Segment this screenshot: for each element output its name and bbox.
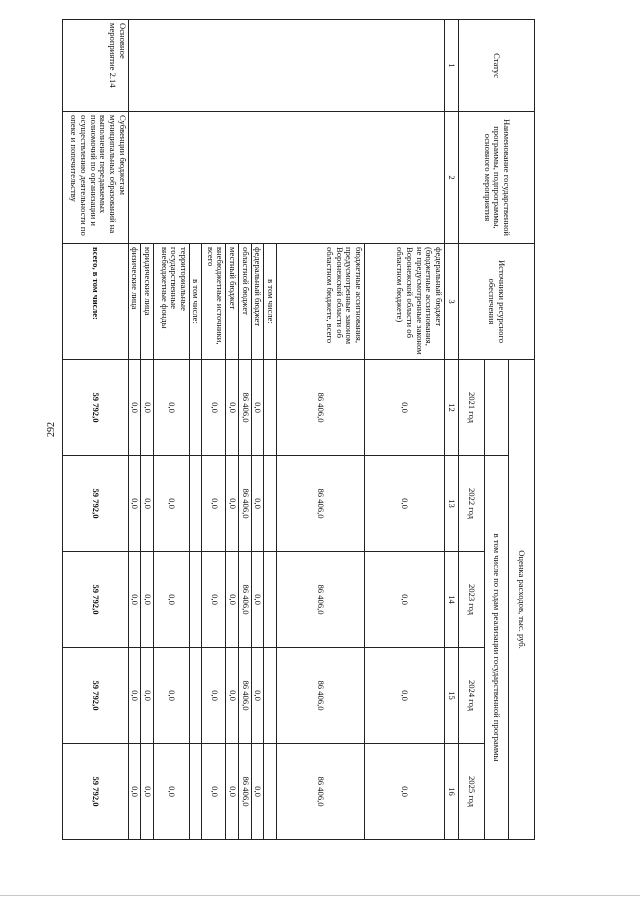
column-number: 3	[445, 244, 459, 360]
value-cell: 0,0	[202, 552, 226, 648]
value-cell: 86 406,0	[239, 648, 252, 744]
value-cell: 86 406,0	[239, 552, 252, 648]
value-cell	[189, 552, 202, 648]
column-number: 16	[445, 744, 459, 840]
value-cell: 0,0	[128, 648, 141, 744]
value-cell: 86 406,0	[239, 360, 252, 456]
value-cell: 0,0	[141, 552, 154, 648]
value-cell: 0,0	[202, 456, 226, 552]
value-cell	[189, 648, 202, 744]
value-cell: 0,0	[251, 648, 264, 744]
value-cell	[189, 744, 202, 840]
column-number: 14	[445, 552, 459, 648]
source-cell: федеральный бюджет	[251, 244, 264, 360]
value-cell: 0,0	[251, 360, 264, 456]
value-cell: 0,0	[365, 744, 445, 840]
value-cell: 0,0	[251, 456, 264, 552]
header-status: Статус	[459, 20, 535, 112]
value-cell: 0,0	[365, 360, 445, 456]
source-cell: физические лица	[128, 244, 141, 360]
value-cell: 0,0	[128, 456, 141, 552]
value-cell: 0,0	[365, 552, 445, 648]
value-cell: 86 406,0	[277, 456, 365, 552]
value-cell: 0,0	[141, 648, 154, 744]
source-cell: федеральный бюджет (бюджетные ассигнования, не предусмотренные законом Воронежской области об областном бюджете)	[365, 244, 445, 360]
source-cell: местный бюджет	[226, 244, 239, 360]
column-number: 2	[445, 112, 459, 244]
value-cell: 0,0	[202, 744, 226, 840]
value-cell: 86 406,0	[277, 744, 365, 840]
column-number: 12	[445, 360, 459, 456]
value-cell	[189, 360, 202, 456]
header-year: 2023 год	[459, 552, 485, 648]
value-cell: 86 406,0	[239, 744, 252, 840]
value-cell	[264, 744, 277, 840]
value-cell: 0,0	[226, 552, 239, 648]
value-cell: 0,0	[153, 744, 189, 840]
header-year: 2025 год	[459, 744, 485, 840]
source-cell: областной бюджет	[239, 244, 252, 360]
value-cell: 0,0	[226, 456, 239, 552]
header-source: Источники ресурсного обеспечения	[459, 244, 535, 360]
value-cell: 86 406,0	[239, 456, 252, 552]
value-cell: 0,0	[365, 648, 445, 744]
measure-value: 59 792,0	[62, 744, 128, 840]
measure-value: 59 792,0	[62, 552, 128, 648]
source-cell: юридические лица	[141, 244, 154, 360]
header-year: 2021 год	[459, 360, 485, 456]
measure-name: Субвенции бюджетам муниципальных образований на выполнение передаваемых полномочий по организации и осуществлению деятельности по опеке и попечительству	[62, 112, 128, 244]
source-cell: территориальные государственные внебюджетные фонды	[153, 244, 189, 360]
source-cell: бюджетные ассигнования, предусмотренные законом Воронежской области об областном бюджете, всего	[277, 244, 365, 360]
measure-status: Основное мероприятие 2.14	[62, 20, 128, 112]
value-cell: 0,0	[141, 456, 154, 552]
column-number: 15	[445, 648, 459, 744]
header-year: 2024 год	[459, 648, 485, 744]
value-cell: 0,0	[153, 648, 189, 744]
value-cell	[264, 648, 277, 744]
measure-value: 59 792,0	[62, 456, 128, 552]
column-number: 13	[445, 456, 459, 552]
value-cell: 0,0	[141, 360, 154, 456]
value-cell: 86 406,0	[277, 360, 365, 456]
value-cell: 0,0	[251, 552, 264, 648]
value-cell: 0,0	[251, 744, 264, 840]
source-cell: в том числе:	[264, 244, 277, 360]
value-cell: 0,0	[153, 552, 189, 648]
value-cell	[189, 456, 202, 552]
value-cell: 86 406,0	[277, 552, 365, 648]
value-cell: 0,0	[226, 648, 239, 744]
value-cell: 0,0	[128, 744, 141, 840]
header-by-years: в том числе по годам реализации государственной программы	[485, 456, 509, 840]
source-cell: внебюджетные источники, всего	[202, 244, 226, 360]
header-year: 2022 год	[459, 456, 485, 552]
value-cell: 0,0	[202, 648, 226, 744]
measure-value: 59 792,0	[62, 648, 128, 744]
budget-table	[62, 19, 535, 840]
value-cell: 0,0	[153, 456, 189, 552]
measure-source: всего, в том числе:	[62, 244, 128, 360]
rotated-table-wrapper	[69, 19, 535, 839]
measure-value: 59 792,0	[62, 360, 128, 456]
value-cell: 0,0	[226, 744, 239, 840]
status-cell-empty	[128, 20, 444, 112]
header-name: Наименование государственной программы, подпрограммы, основного мероприятия	[459, 112, 535, 244]
name-cell-empty	[128, 112, 444, 244]
value-cell	[264, 456, 277, 552]
source-cell: в том числе:	[189, 244, 202, 360]
value-cell: 0,0	[153, 360, 189, 456]
value-cell: 0,0	[202, 360, 226, 456]
header-estimate: Оценка расходов, тыс. руб.	[509, 360, 535, 840]
footer-rule	[0, 895, 640, 896]
value-cell	[264, 552, 277, 648]
value-cell: 0,0	[226, 360, 239, 456]
value-cell: 0,0	[365, 456, 445, 552]
page-number: 292	[46, 422, 57, 437]
column-number: 1	[445, 20, 459, 112]
value-cell: 0,0	[128, 360, 141, 456]
value-cell: 0,0	[128, 552, 141, 648]
value-cell	[264, 360, 277, 456]
value-cell: 86 406,0	[277, 648, 365, 744]
value-cell: 0,0	[141, 744, 154, 840]
